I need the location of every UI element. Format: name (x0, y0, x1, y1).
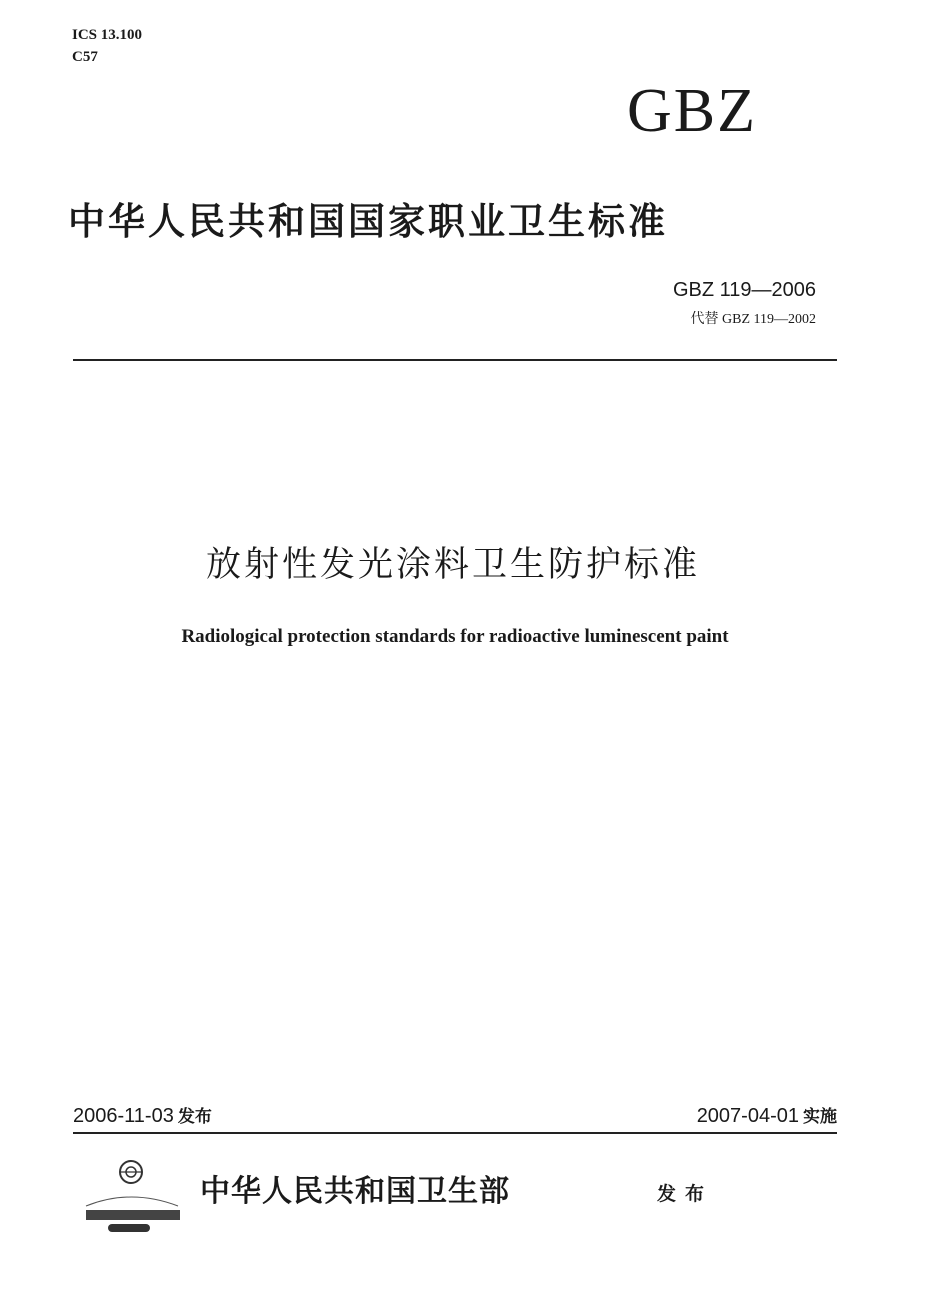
publisher-emblem-icon (78, 1158, 188, 1238)
bottom-divider (73, 1132, 837, 1134)
classification-codes (72, 24, 142, 68)
ccs-code: C57 (72, 49, 98, 65)
replaces-note: 代替 GBZ 119—2002 (690, 312, 816, 327)
issue-label: 发布 (177, 1107, 212, 1127)
standard-category-title: 中华人民共和国国家职业卫生标准 (68, 199, 668, 243)
standard-code: GBZ 119—2006 (672, 279, 816, 301)
standard-mark: GBZ (627, 77, 757, 145)
ics-code: ICS 13.100 (72, 27, 143, 43)
issue-date-line (73, 1103, 212, 1130)
issue-date: 2006-11-03 (73, 1105, 174, 1127)
implement-label: 实施 (803, 1107, 837, 1127)
issuing-action: 发布 (657, 1183, 714, 1205)
document-title-english: Radiological protection standards for radioactive luminescent paint (181, 626, 729, 647)
implement-date: 2007-04-01 (696, 1105, 799, 1127)
document-title-chinese: 放射性发光涂料卫生防护标准 (205, 545, 700, 585)
issuing-authority: 中华人民共和国卫生部 (200, 1174, 510, 1209)
top-divider (73, 359, 837, 361)
implement-date-line (560, 1103, 837, 1130)
publisher-logo (78, 1158, 188, 1238)
